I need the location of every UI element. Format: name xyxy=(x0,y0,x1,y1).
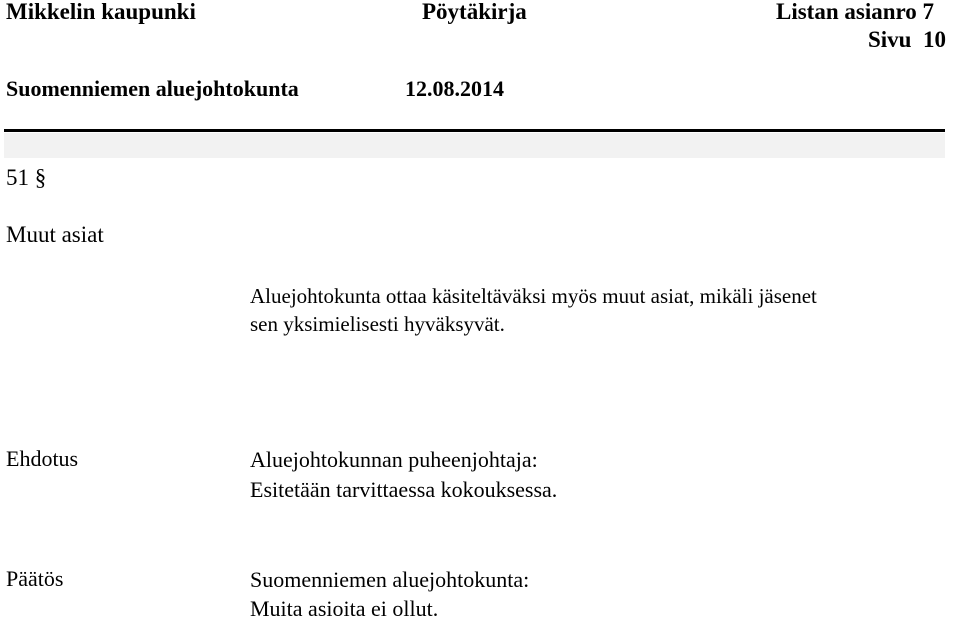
proposal-text-line: Esitetään tarvittaessa kokouksessa. xyxy=(250,477,558,502)
header-meeting-date: 12.08.2014 xyxy=(405,76,504,101)
header-list-item: Listan asianro 7 xyxy=(776,0,935,24)
decision-text-line: Suomenniemen aluejohtokunta: xyxy=(250,567,530,592)
proposal-label: Ehdotus xyxy=(6,446,79,471)
section-title: Muut asiat xyxy=(6,222,104,247)
proposal-text-line: Aluejohtokunnan puheenjohtaja: xyxy=(250,447,538,472)
decision-text-line: Muita asioita ei ollut. xyxy=(250,596,439,621)
section-number: 51 § xyxy=(6,165,47,190)
header-organization: Mikkelin kaupunki xyxy=(6,0,196,24)
section-text-line: Aluejohtokunta ottaa käsiteltäväksi myös muut asiat, mikäli jäsenet xyxy=(250,284,817,308)
header-divider xyxy=(4,129,945,132)
header-committee-name: Suomenniemen aluejohtokunta xyxy=(6,76,299,101)
header-document-type: Pöytäkirja xyxy=(422,0,527,24)
header-page-number: Sivu 10 xyxy=(868,27,946,52)
header-shaded-band xyxy=(4,133,945,158)
section-text-line: sen yksimielisesti hyväksyvät. xyxy=(250,312,505,336)
decision-label: Päätös xyxy=(6,566,64,591)
